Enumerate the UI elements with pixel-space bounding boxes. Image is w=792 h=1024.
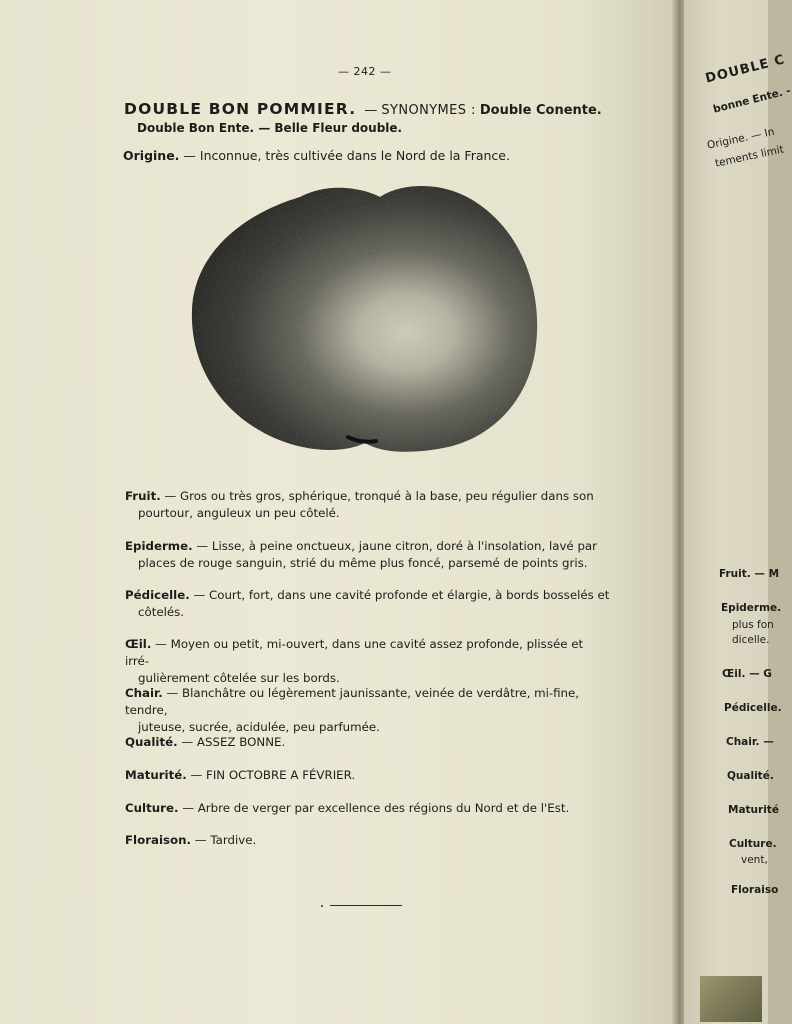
- entry-text: — Tardive.: [194, 833, 257, 847]
- chair-entry: [125, 685, 610, 736]
- entry-text: — Lisse, à peine onctueux, jaune citron, doré à l'insolation, lavé par: [196, 539, 598, 553]
- variety-title-line: [124, 100, 602, 118]
- entry-text-continued: gulièrement côtelée sur les bords.: [138, 671, 340, 685]
- next-page-fragment: Floraiso: [731, 884, 779, 896]
- oeil-entry: [125, 636, 610, 687]
- qualite-entry: [125, 734, 610, 751]
- fruit-entry: [125, 488, 610, 522]
- entry-label: Chair.: [125, 686, 163, 700]
- next-page-fragment: Epiderme.: [721, 602, 782, 614]
- entry-label: Floraison.: [125, 833, 192, 847]
- maturite-entry: [125, 767, 610, 784]
- entry-text: — FIN OCTOBRE A FÉVRIER.: [190, 768, 356, 782]
- next-page-fragment: dicelle.: [732, 634, 770, 646]
- entry-label: Culture.: [125, 801, 179, 815]
- next-page-fragment: Pédicelle.: [724, 702, 782, 714]
- entry-label: Epiderme.: [125, 539, 193, 553]
- entry-text: — Court, fort, dans une cavité profonde et élargie, à bords bosselés et: [193, 588, 610, 602]
- entry-text-continued: juteuse, sucrée, acidulée, peu parfumée.: [138, 720, 380, 734]
- thumbnail-image: [700, 976, 762, 1022]
- next-page-fragment: Qualité.: [727, 770, 774, 782]
- entry-text-continued: pourtour, anguleux un peu côtelé.: [138, 506, 340, 520]
- entry-text: — ASSEZ BONNE.: [181, 735, 286, 749]
- title-separator: —: [364, 103, 378, 118]
- synonyms-line: Double Bon Ente. — Belle Fleur double.: [137, 121, 403, 135]
- entry-text: — Arbre de verger par excellence des régions du Nord et de l'Est.: [182, 801, 570, 815]
- next-page-fragment: Maturité: [728, 804, 779, 816]
- entry-label: Maturité.: [125, 768, 187, 782]
- next-page-origin-cont: tements limit: [714, 143, 785, 170]
- next-page-fragment: Culture.: [729, 838, 777, 850]
- next-page-fragment: Fruit. — M: [719, 568, 780, 580]
- culture-entry: [125, 800, 610, 817]
- entry-text: — Blanchâtre ou légèrement jaunissante, veinée de verdâtre, mi-fine, tendre,: [125, 686, 580, 717]
- entry-label: Qualité.: [125, 735, 178, 749]
- next-page-subtitle: bonne Ente. -: [712, 84, 792, 116]
- entry-label: Œil.: [125, 637, 152, 651]
- origin-label: Origine.: [123, 148, 180, 163]
- entry-label: Pédicelle.: [125, 588, 190, 602]
- synonyms-label: SYNONYMES :: [381, 103, 476, 118]
- variety-name: DOUBLE BON POMMIER.: [124, 100, 357, 118]
- page-number: — 242 —: [338, 65, 392, 78]
- origin-text: — Inconnue, très cultivée dans le Nord de la France.: [183, 148, 510, 163]
- next-page-origin: Origine. — In: [706, 125, 776, 152]
- ornament-dot: [321, 905, 323, 907]
- epiderme-entry: [125, 538, 610, 572]
- entry-label: Fruit.: [125, 489, 161, 503]
- origin-entry: [123, 148, 510, 163]
- pedicelle-entry: [125, 587, 610, 621]
- entry-text-continued: côtelés.: [138, 605, 185, 619]
- synonym-first: Double Conente.: [479, 103, 602, 118]
- next-page-title: DOUBLE C: [704, 52, 787, 87]
- closing-rule: [330, 905, 402, 906]
- apple-illustration: [180, 175, 550, 465]
- floraison-entry: [125, 832, 610, 849]
- next-page-fragment: Œil. — G: [722, 668, 772, 680]
- entry-text: — Gros ou très gros, sphérique, tronqué à la base, peu régulier dans son: [164, 489, 594, 503]
- next-page-fragment: vent,: [741, 854, 768, 866]
- entry-text-continued: places de rouge sanguin, strié du même plus foncé, parsemé de points gris.: [138, 556, 588, 570]
- next-page-fragment: plus fon: [732, 619, 774, 631]
- entry-text: — Moyen ou petit, mi-ouvert, dans une cavité assez profonde, plissée et irré-: [125, 637, 584, 668]
- next-page-fragment: Chair. —: [726, 736, 774, 748]
